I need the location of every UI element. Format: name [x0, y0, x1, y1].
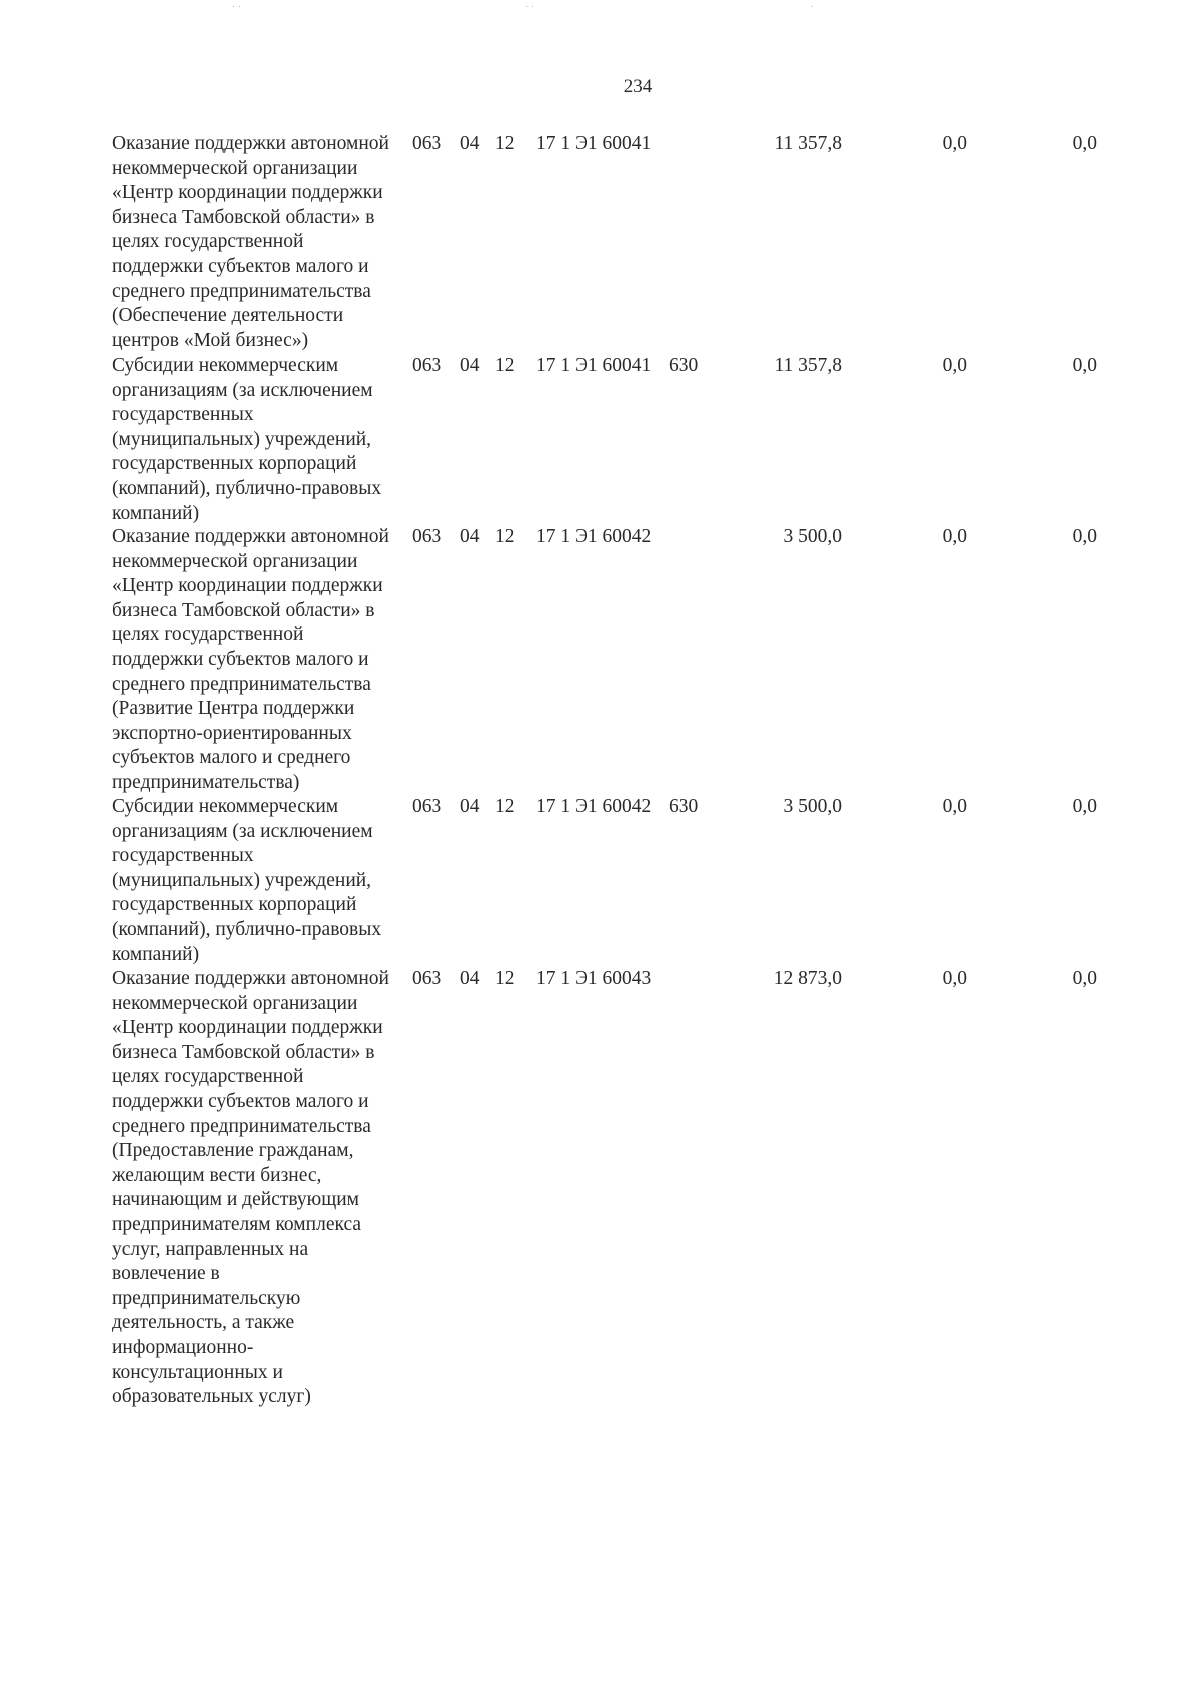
- row-expense-type: 630: [669, 355, 699, 376]
- row-grbs-code: 063: [412, 355, 442, 376]
- row-amount-year-2: 0,0: [942, 796, 967, 817]
- table-row: [112, 132, 1192, 354]
- table-row: [112, 967, 1192, 1408]
- row-section-code: 04: [460, 526, 480, 547]
- row-subsection-code: 12: [495, 355, 515, 376]
- budget-table: [112, 132, 1192, 1408]
- row-description: Оказание поддержки автономной некоммерческой организации «Центр координации поддержки бизнеса Тамбовской области» в целях государственной поддержки субъектов малого и среднего предпринимательства (Предоставление гражданам, желающим вести бизнес, начинающим и действующим предпринимателям комплекса услуг, направленных на вовлечение в предпринимательскую деятельность, а также информационно- консультационных и образовательных услуг): [112, 968, 389, 1408]
- row-expense-type: 630: [669, 796, 699, 817]
- row-amount-year-2: 0,0: [942, 133, 967, 154]
- table-row: [112, 795, 1192, 967]
- row-section-code: 04: [460, 796, 480, 817]
- row-target-article: 17 1 Э1 60042: [536, 526, 652, 547]
- row-description: Субсидии некоммерческим организациям (за исключением государственных (муниципальных) учреждений, государственных корпораций (компаний), публично-правовых компаний): [112, 355, 382, 524]
- row-amount-year-3: 0,0: [1072, 355, 1097, 376]
- row-amount-year-2: 0,0: [942, 968, 967, 989]
- row-section-code: 04: [460, 968, 480, 989]
- scan-speck: ·: [810, 2, 814, 13]
- row-amount-year-3: 0,0: [1072, 526, 1097, 547]
- row-description: Субсидии некоммерческим организациям (за исключением государственных (муниципальных) учреждений, государственных корпораций (компаний), публично-правовых компаний): [112, 796, 382, 965]
- row-amount-year-3: 0,0: [1072, 796, 1097, 817]
- page-number: 234: [623, 76, 653, 97]
- row-subsection-code: 12: [495, 133, 515, 154]
- row-amount-year-3: 0,0: [1072, 968, 1097, 989]
- row-section-code: 04: [460, 133, 480, 154]
- row-amount-year-2: 0,0: [942, 526, 967, 547]
- scan-speck: · ·: [525, 2, 535, 13]
- row-subsection-code: 12: [495, 968, 515, 989]
- row-target-article: 17 1 Э1 60043: [536, 968, 652, 989]
- row-grbs-code: 063: [412, 526, 442, 547]
- row-grbs-code: 063: [412, 133, 442, 154]
- row-subsection-code: 12: [495, 526, 515, 547]
- scan-speck: · ·: [232, 2, 242, 13]
- row-grbs-code: 063: [412, 968, 442, 989]
- row-amount-year-1: 11 357,8: [774, 133, 842, 154]
- row-amount-year-1: 11 357,8: [774, 355, 842, 376]
- row-amount-year-1: 3 500,0: [783, 796, 842, 817]
- row-amount-year-2: 0,0: [942, 355, 967, 376]
- row-amount-year-3: 0,0: [1072, 133, 1097, 154]
- row-grbs-code: 063: [412, 796, 442, 817]
- row-target-article: 17 1 Э1 60042: [536, 796, 652, 817]
- row-target-article: 17 1 Э1 60041: [536, 355, 652, 376]
- row-amount-year-1: 12 873,0: [773, 968, 842, 989]
- row-description: Оказание поддержки автономной некоммерческой организации «Центр координации поддержки бизнеса Тамбовской области» в целях государственной поддержки субъектов малого и среднего предпринимательства (Обеспечение деятельности центров «Мой бизнес»): [112, 133, 389, 351]
- row-amount-year-1: 3 500,0: [783, 526, 842, 547]
- row-description: Оказание поддержки автономной некоммерческой организации «Центр координации поддержки бизнеса Тамбовской области» в целях государственной поддержки субъектов малого и среднего предпринимательства (Развитие Центра поддержки экспортно-ориентированных субъектов малого и среднего предпринимательства): [112, 526, 389, 793]
- row-section-code: 04: [460, 355, 480, 376]
- row-target-article: 17 1 Э1 60041: [536, 133, 652, 154]
- table-row: [112, 525, 1192, 795]
- table-row: [112, 354, 1192, 525]
- row-subsection-code: 12: [495, 796, 515, 817]
